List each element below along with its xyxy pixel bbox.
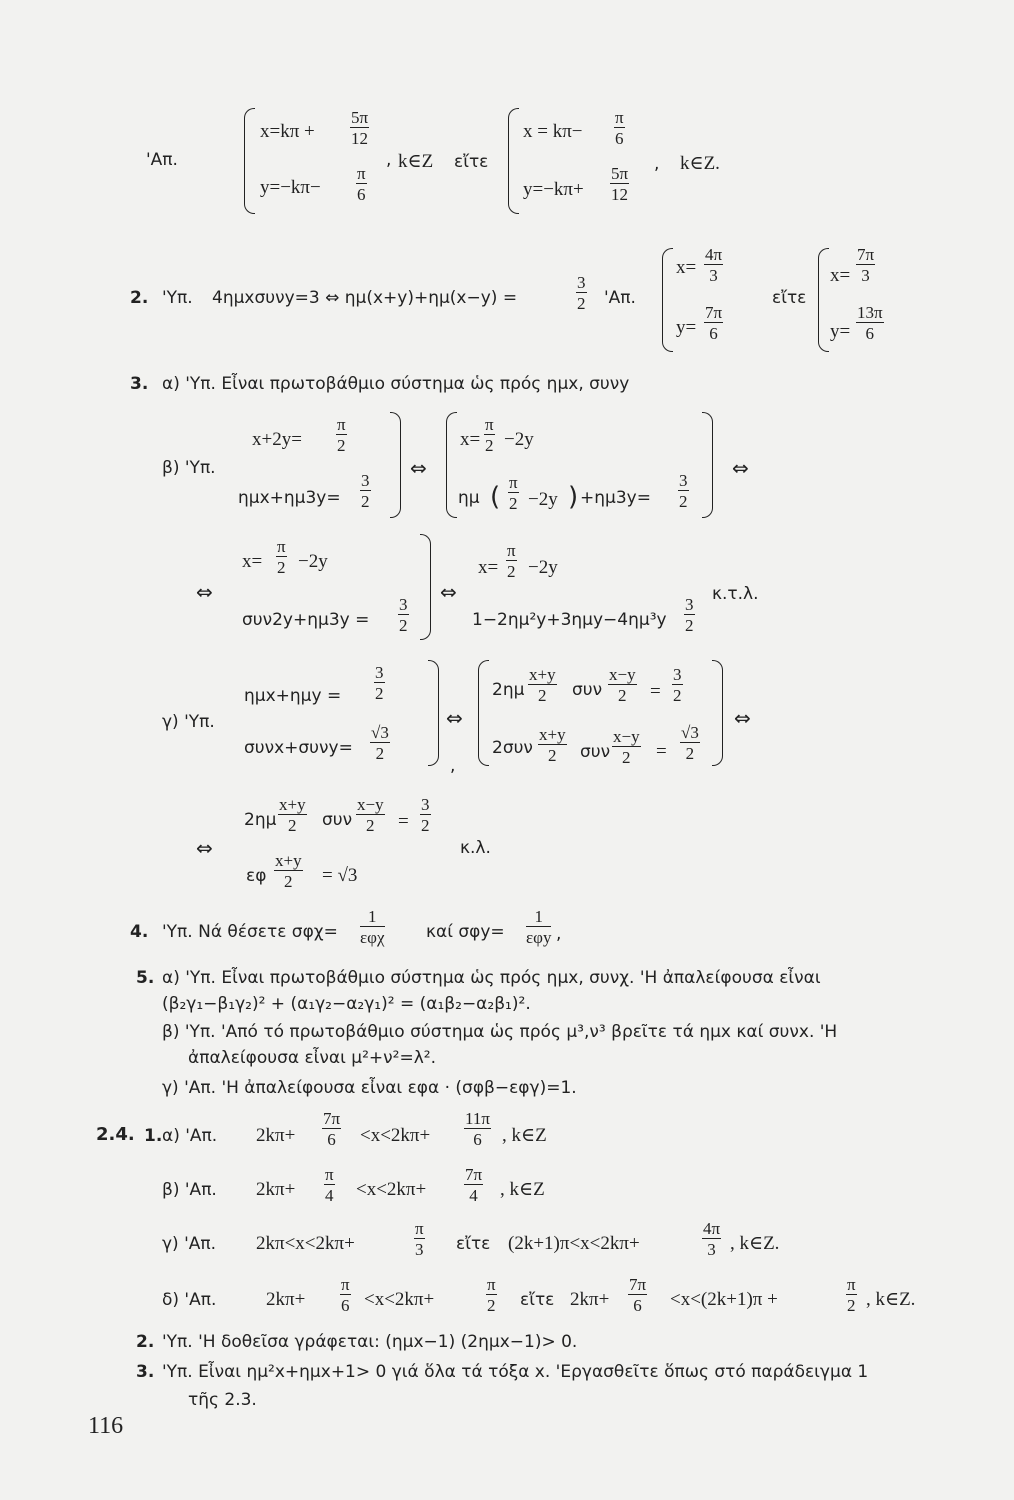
- exercise-number: 2.: [136, 1332, 155, 1352]
- left-brace: [662, 248, 673, 352]
- equation: 4ημxσυνy=3 ⇔ ημ(x+y)+ημ(x−y) =: [212, 288, 518, 308]
- fraction: $\frac{\pi}{2}$: [277, 537, 286, 577]
- fraction: $\frac{√3}{2}$: [681, 723, 699, 763]
- equals: =: [650, 681, 661, 702]
- part-d-label: δ) 'Απ.: [162, 1290, 217, 1310]
- fraction: $\frac{\pi}{3}$: [415, 1219, 424, 1259]
- equation: −2y: [528, 557, 558, 578]
- equation: ημx+ημy =: [244, 686, 342, 706]
- equation-x: x=: [830, 265, 851, 286]
- equation: x=: [460, 429, 481, 450]
- fraction: $\frac{x+y}{2}$: [529, 665, 556, 705]
- exercise-number: 3.: [130, 374, 149, 394]
- set-kez: , k∈Z: [500, 1179, 545, 1200]
- equation: x=: [478, 557, 499, 578]
- inequality: 2kπ+: [256, 1125, 296, 1146]
- equivalence-arrow: ⇔: [410, 456, 427, 480]
- right-brace: [702, 412, 713, 518]
- equation: ημx+ημ3y=: [238, 488, 341, 508]
- part-g-label: γ) 'Υπ.: [162, 712, 215, 732]
- inequality: 2kπ+: [256, 1179, 296, 1200]
- equation: +ημ3y=: [580, 488, 651, 508]
- equation: = √3: [322, 865, 358, 886]
- fraction: $\frac{3}{2}$: [577, 273, 586, 313]
- set-kez: , k∈Z: [502, 1125, 547, 1146]
- part-a: α) 'Υπ. Εἶναι πρωτοβάθμιο σύστημα ὡς πρός ημx, συνy: [162, 374, 630, 394]
- equation: συν: [572, 680, 603, 700]
- equation: −2y: [298, 551, 328, 572]
- fraction: $\frac{\pi}{2}$: [487, 1275, 496, 1315]
- fraction: $\frac{\pi}{2}$: [847, 1275, 856, 1315]
- page-number: 116: [88, 1413, 124, 1439]
- hint-text: 'Υπ. 'Η δοθεῖσα γράφεται: (ημx−1) (2ημx−1)> 0.: [162, 1332, 578, 1352]
- equation-y2: y=−kπ+: [523, 179, 584, 200]
- hint-text-cont: τῆς 2.3.: [188, 1390, 257, 1410]
- equation: συν2y+ημ3y =: [242, 610, 370, 630]
- fraction: $\frac{4\pi}{3}$: [705, 245, 723, 285]
- answer-label: 'Απ.: [146, 150, 178, 170]
- fraction: $\frac{\pi}{4}$: [325, 1165, 334, 1205]
- right-brace: [428, 660, 439, 766]
- inequality: <x<(2k+1)π +: [670, 1289, 778, 1310]
- inequality: <x<2kπ+: [364, 1289, 435, 1310]
- exercise-number: 5.: [136, 968, 155, 988]
- equivalence-arrow: ⇔: [734, 706, 751, 730]
- fraction: $\frac{3}{2}$: [685, 595, 694, 635]
- fraction: $\frac{x+y}{2}$: [539, 725, 566, 765]
- inequality: <x<2kπ+: [356, 1179, 427, 1200]
- equivalence-arrow: ⇔: [732, 456, 749, 480]
- equation: ημ: [458, 488, 480, 508]
- fraction: $\frac{7\pi}{4}$: [465, 1165, 483, 1205]
- fraction: $\frac{7\pi}{6}$: [705, 303, 723, 343]
- part-b-cont: ἀπαλείφουσα εἶναι μ²+ν²=λ².: [188, 1048, 436, 1068]
- equation: συν: [322, 810, 353, 830]
- equation-y: y=: [830, 321, 851, 342]
- fraction: $\frac{3}{2}$: [673, 665, 682, 705]
- section-number: 2.4.: [96, 1124, 135, 1145]
- answer-label: 'Απ.: [604, 288, 636, 308]
- left-brace: [244, 108, 255, 214]
- fraction: $\frac{3}{2}$: [361, 471, 370, 511]
- hint-text: 'Υπ. Εἶναι ημ²x+ημx+1> 0 γιά ὅλα τά τόξα x. 'Εργασθεῖτε ὅπως στό παράδειγμα 1: [162, 1362, 869, 1382]
- equation: −2y: [504, 429, 534, 450]
- fraction: $\frac{\pi}{6}$: [357, 164, 366, 204]
- equivalence-arrow: ⇔: [196, 836, 213, 860]
- equation: 1−2ημ²y+3ημy−4ημ³y: [472, 610, 667, 630]
- or-label: εἴτε: [772, 288, 807, 308]
- inequality: 2kπ+: [266, 1289, 306, 1310]
- equation: x+2y=: [252, 429, 302, 450]
- equation-x: x=: [676, 257, 697, 278]
- left-brace: [818, 248, 829, 352]
- fraction: $\frac{x-y}{2}$: [613, 727, 640, 767]
- part-b-label: β) 'Υπ.: [162, 458, 216, 478]
- equation: x=: [242, 551, 263, 572]
- fraction: $\frac{\pi}{2}$: [337, 415, 346, 455]
- left-brace: [478, 660, 489, 766]
- fraction: $\frac{7\pi}{6}$: [629, 1275, 647, 1315]
- exercise-number: 3.: [136, 1362, 155, 1382]
- fraction: $\frac{11\pi}{6}$: [465, 1109, 490, 1149]
- fraction: $\frac{\pi}{6}$: [341, 1275, 350, 1315]
- fraction: $\frac{3}{2}$: [421, 795, 430, 835]
- etc-label: κ.τ.λ.: [712, 584, 759, 604]
- right-brace: [390, 412, 401, 518]
- inequality: 2kπ+: [570, 1289, 610, 1310]
- equation: εφ: [246, 866, 267, 886]
- set-kez: k∈Z.: [680, 153, 720, 174]
- exercise-number: 2.: [130, 288, 149, 308]
- equivalence-arrow: ⇔: [440, 580, 457, 604]
- set-kez: , k∈Z.: [866, 1289, 916, 1310]
- left-brace: [508, 108, 519, 214]
- hint-label: 'Υπ.: [162, 288, 193, 308]
- equation: 2ημ: [244, 810, 277, 830]
- equation: συνx+συνy=: [244, 738, 353, 758]
- equivalence-arrow: ⇔: [446, 706, 463, 730]
- inequality: <x<2kπ+: [360, 1125, 431, 1146]
- equals: =: [656, 741, 667, 762]
- fraction: $\frac{\pi}{2}$: [507, 541, 516, 581]
- equals: =: [398, 811, 409, 832]
- part-a-label: α) 'Απ.: [162, 1126, 218, 1146]
- comma: ,: [450, 756, 456, 776]
- fraction: $\frac{\pi}{2}$: [485, 415, 494, 455]
- fraction: $\frac{7\pi}{6}$: [323, 1109, 341, 1149]
- fraction: $\frac{13\pi}{6}$: [857, 303, 883, 343]
- equation: συν: [580, 742, 611, 762]
- part-b-label: β) 'Απ.: [162, 1180, 217, 1200]
- etc-label: κ.λ.: [460, 838, 491, 858]
- fraction: $\frac{5\pi}{12}$: [351, 108, 369, 148]
- fraction: $\frac{x+y}{2}$: [279, 795, 306, 835]
- fraction: $\frac{4\pi}{3}$: [703, 1219, 721, 1259]
- comma: ,: [386, 150, 392, 170]
- equation: 2ημ: [492, 680, 525, 700]
- equation-y: y=: [676, 317, 697, 338]
- fraction: $\frac{\pi}{2}$: [509, 473, 518, 513]
- fraction: $\frac{3}{2}$: [679, 471, 688, 511]
- fraction: $\frac{√3}{2}$: [371, 723, 389, 763]
- equation: 2συν: [492, 738, 533, 758]
- equation-x1: x=kπ +: [260, 121, 315, 142]
- paren-open: (: [490, 482, 501, 512]
- equation-y1: y=−kπ−: [260, 177, 321, 198]
- right-brace: [420, 534, 431, 640]
- left-brace: [446, 412, 457, 518]
- hint-text: 'Υπ. Νά θέσετε σφχ=: [162, 922, 338, 942]
- or-label: εἴτε: [520, 1290, 555, 1310]
- part-b: β) 'Υπ. 'Από τό πρωτοβάθμιο σύστημα ὡς πρός μ³,ν³ βρεῖτε τά ημx καί συνx. 'Η: [162, 1022, 838, 1042]
- exercise-number: 4.: [130, 922, 149, 942]
- equivalence-arrow: ⇔: [196, 580, 213, 604]
- paren-close: ): [568, 482, 579, 512]
- part-a: α) 'Υπ. Εἶναι πρωτοβάθμιο σύστημα ὡς πρός ημx, συνχ. 'Η ἀπαλείφουσα εἶναι: [162, 968, 821, 988]
- fraction: $\frac{x-y}{2}$: [357, 795, 384, 835]
- fraction: $\frac{\pi}{6}$: [615, 108, 624, 148]
- fraction: $\frac{3}{2}$: [375, 663, 384, 703]
- or-label: εἴτε: [454, 152, 489, 172]
- set-kez: , k∈Z.: [730, 1233, 780, 1254]
- fraction: $\frac{5\pi}{12}$: [611, 164, 629, 204]
- equation-x2: x = kπ−: [523, 121, 583, 142]
- inequality: (2k+1)π<x<2kπ+: [508, 1233, 640, 1254]
- comma: ,: [556, 924, 562, 944]
- exercise-number: 1.: [144, 1126, 163, 1146]
- part-a-cont: (β₂γ₁−β₁γ₂)² + (α₁γ₂−α₂γ₁)² = (α₁β₂−α₂β₁)².: [162, 994, 531, 1014]
- hint-text: καί σφy=: [426, 922, 505, 942]
- part-g: γ) 'Απ. 'Η ἀπαλείφουσα εἶναι εφα · (σφβ−εφγ)=1.: [162, 1078, 577, 1098]
- inequality: 2kπ<x<2kπ+: [256, 1233, 355, 1254]
- fraction: $\frac{x+y}{2}$: [275, 851, 302, 891]
- right-brace: [712, 660, 723, 766]
- part-g-label: γ) 'Απ.: [162, 1234, 217, 1254]
- fraction: 1 εφχ: [360, 907, 385, 947]
- set-kez: k∈Z: [398, 151, 434, 172]
- fraction: $\frac{x-y}{2}$: [609, 665, 636, 705]
- fraction: $\frac{3}{2}$: [399, 595, 408, 635]
- fraction: 1 εφy: [526, 907, 552, 947]
- equation: −2y: [528, 489, 558, 510]
- or-label: εἴτε: [456, 1234, 491, 1254]
- fraction: $\frac{7\pi}{3}$: [857, 245, 875, 285]
- comma: ,: [654, 154, 660, 174]
